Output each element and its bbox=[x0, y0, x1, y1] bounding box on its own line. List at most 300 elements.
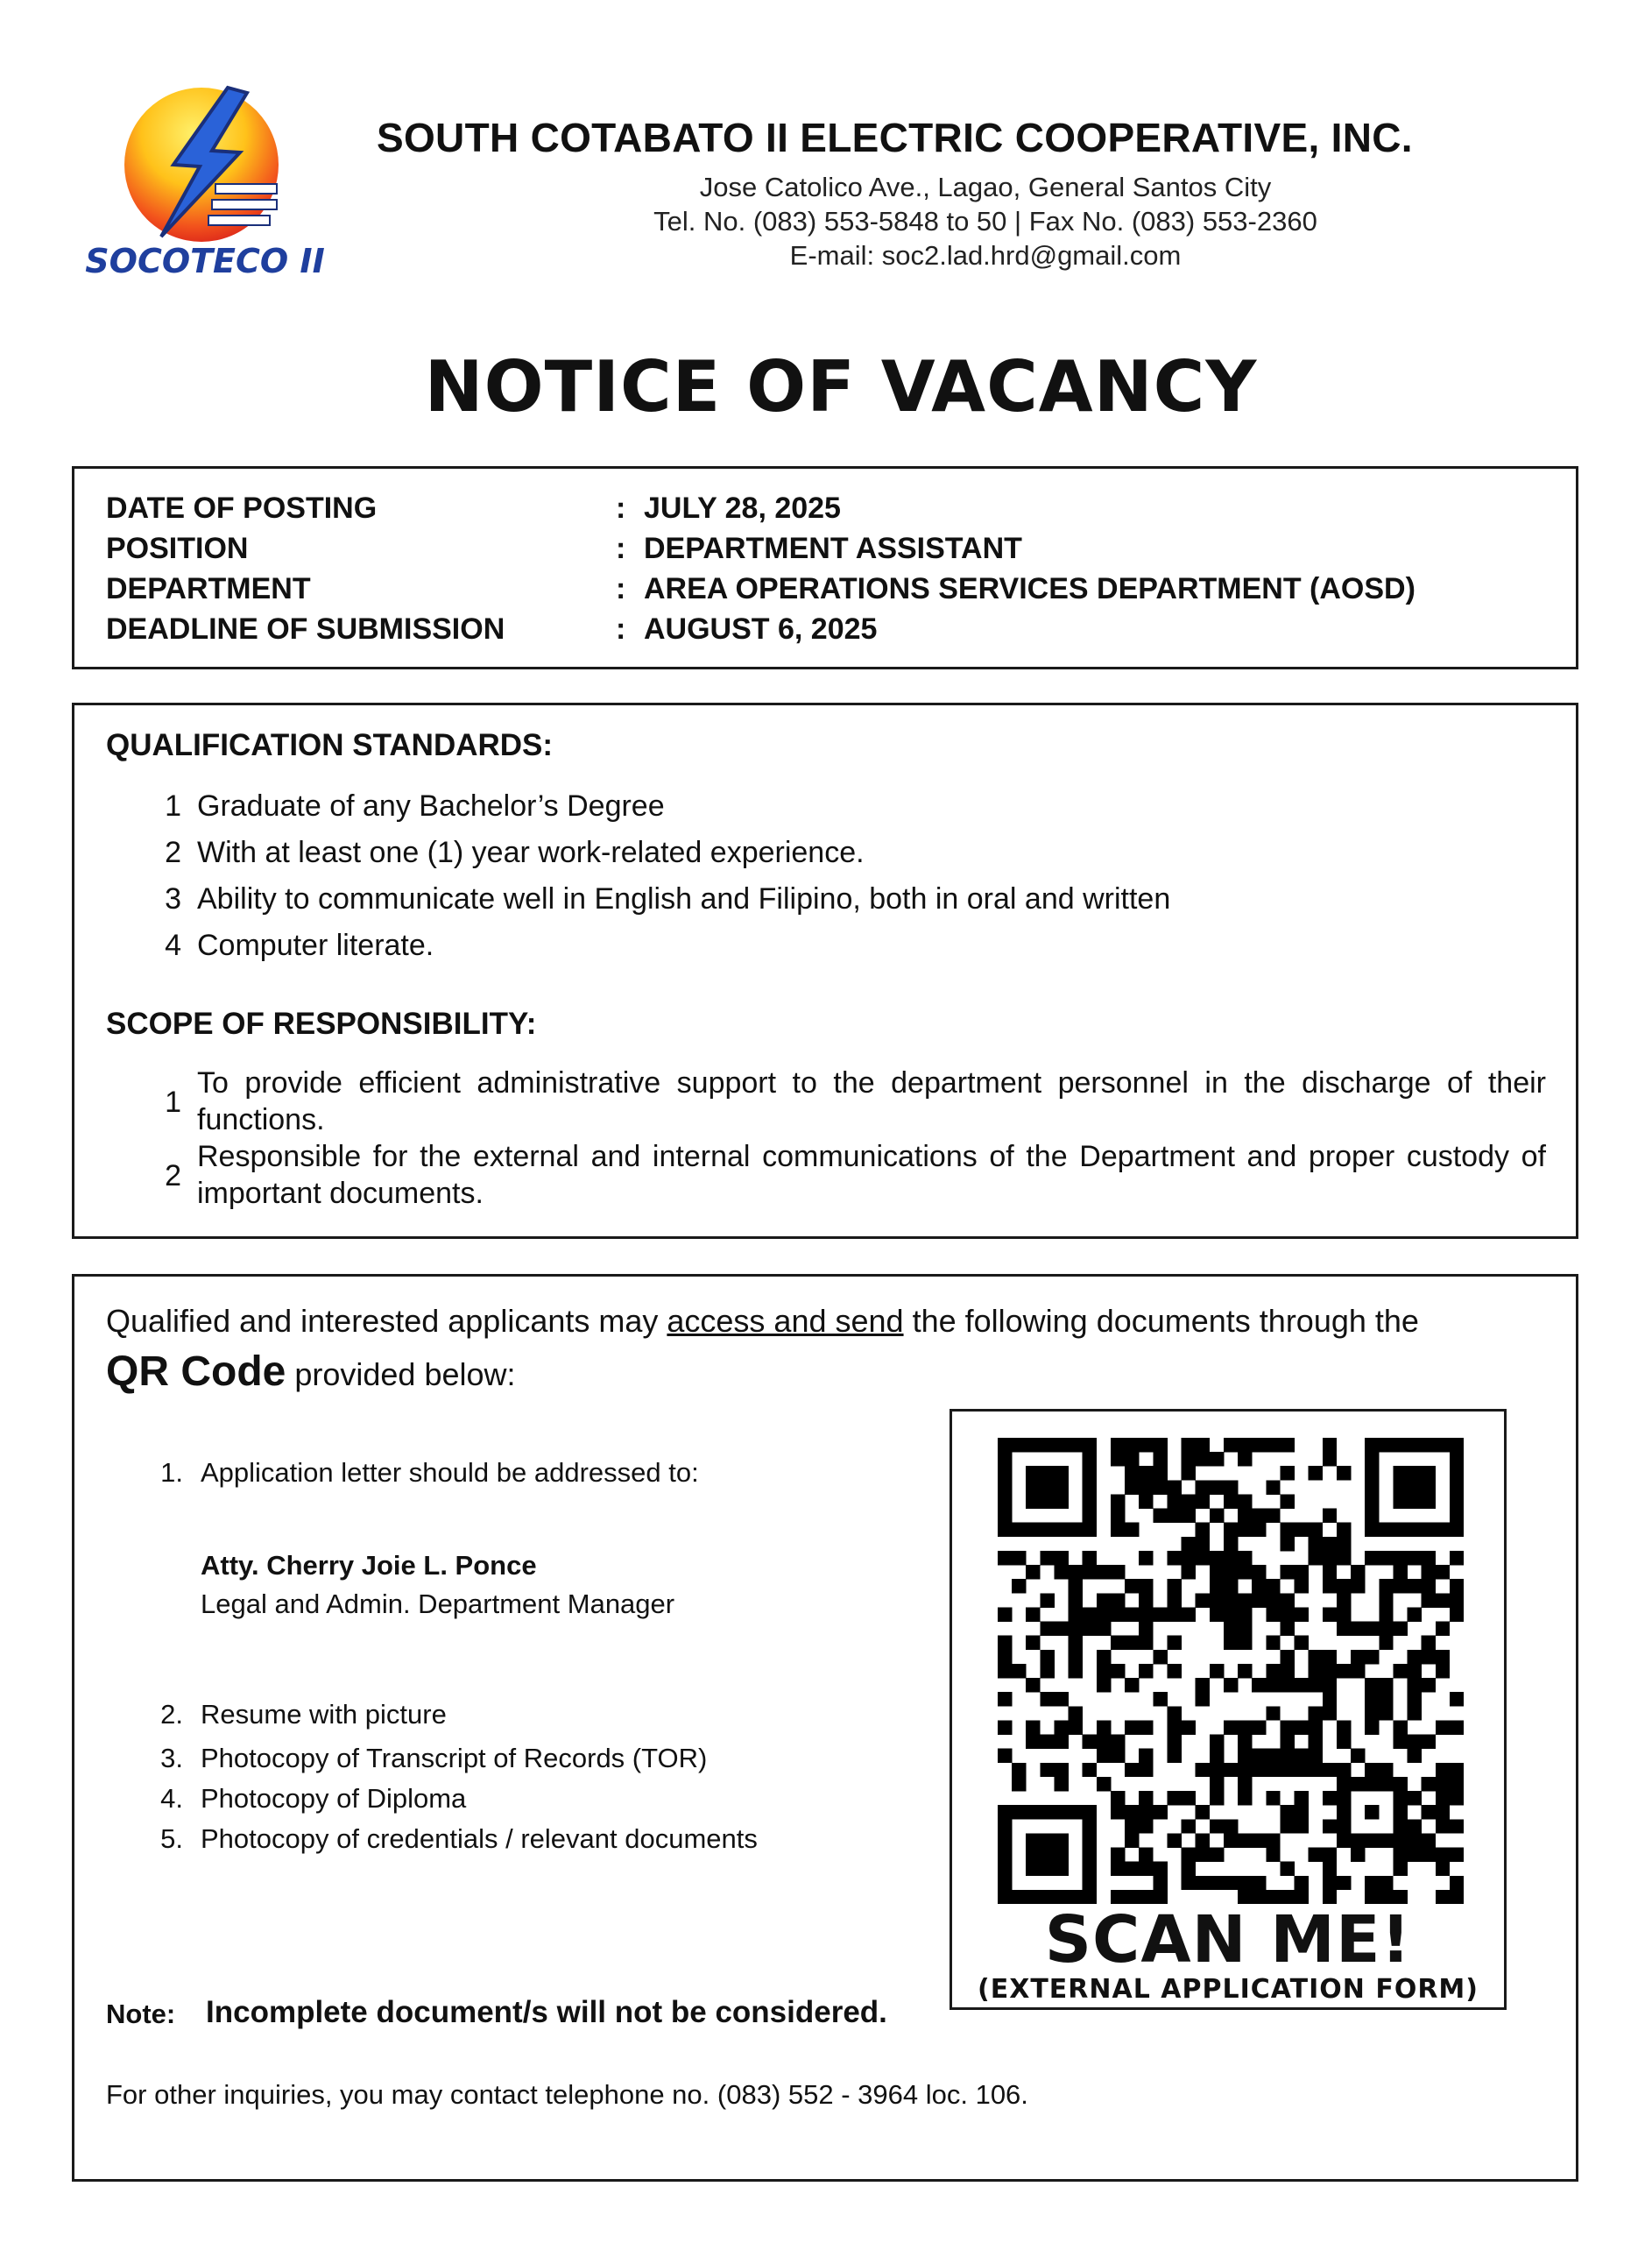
qr-module bbox=[1337, 1622, 1351, 1636]
qr-module bbox=[1295, 1819, 1309, 1833]
qr-module bbox=[1054, 1523, 1068, 1537]
qr-module bbox=[1026, 1565, 1040, 1579]
qr-module bbox=[1083, 1833, 1097, 1847]
info-label: DEADLINE OF SUBMISSION bbox=[106, 612, 505, 646]
qr-module bbox=[1337, 1735, 1351, 1749]
qr-module bbox=[1026, 1720, 1040, 1734]
qr-module bbox=[1069, 1720, 1083, 1734]
qr-module bbox=[1436, 1819, 1450, 1833]
qr-module bbox=[1182, 1509, 1196, 1523]
qr-module bbox=[1069, 1523, 1083, 1537]
qr-module bbox=[1323, 1819, 1337, 1833]
qr-module bbox=[1167, 1636, 1181, 1650]
organization-email: E-mail: soc2.lad.hrd@gmail.com bbox=[789, 240, 1182, 271]
qr-module bbox=[1323, 1692, 1337, 1706]
qr-module bbox=[1210, 1579, 1224, 1593]
qr-module bbox=[1252, 1678, 1266, 1692]
qr-module bbox=[1125, 1607, 1139, 1621]
qr-module bbox=[1309, 1749, 1323, 1763]
info-colon: : bbox=[616, 532, 626, 565]
qr-module bbox=[1280, 1607, 1294, 1621]
qr-module bbox=[1422, 1565, 1436, 1579]
qr-module bbox=[1040, 1805, 1054, 1819]
qr-module bbox=[1224, 1565, 1238, 1579]
intro-underlined-text: access and send bbox=[667, 1303, 904, 1339]
qr-module bbox=[1083, 1862, 1097, 1876]
qr-module bbox=[1196, 1876, 1210, 1890]
qr-module bbox=[1224, 1494, 1238, 1508]
qr-module bbox=[1224, 1678, 1238, 1692]
intro-text: the following documents through the bbox=[903, 1303, 1419, 1339]
qr-module bbox=[998, 1466, 1012, 1480]
qr-module bbox=[1182, 1848, 1196, 1862]
qr-module bbox=[1139, 1593, 1153, 1607]
qr-module bbox=[1026, 1735, 1040, 1749]
qr-module bbox=[1365, 1720, 1379, 1734]
qr-module bbox=[1393, 1819, 1407, 1833]
item-text: Photocopy of credentials / relevant documents bbox=[201, 1823, 758, 1854]
qr-module bbox=[1408, 1664, 1422, 1678]
qr-module bbox=[1266, 1791, 1280, 1805]
qr-module bbox=[1309, 1664, 1323, 1678]
qr-module bbox=[1210, 1452, 1224, 1466]
qr-module bbox=[1097, 1622, 1111, 1636]
qr-module bbox=[1083, 1876, 1097, 1890]
qr-module bbox=[1238, 1876, 1252, 1890]
qr-module bbox=[1097, 1664, 1111, 1678]
qr-module bbox=[1210, 1876, 1224, 1890]
item-text: Responsible for the external and internal communications of the Department and proper custody of important documents. bbox=[197, 1140, 1546, 1210]
qr-module bbox=[1323, 1706, 1337, 1720]
qr-module bbox=[1422, 1438, 1436, 1452]
qr-module bbox=[1408, 1494, 1422, 1508]
qr-module bbox=[1266, 1636, 1280, 1650]
qr-module bbox=[1365, 1876, 1379, 1890]
qr-module bbox=[1309, 1720, 1323, 1734]
qr-module bbox=[1422, 1735, 1436, 1749]
qr-module bbox=[998, 1452, 1012, 1466]
qr-module bbox=[1337, 1833, 1351, 1847]
qr-module bbox=[1097, 1777, 1111, 1791]
qr-module bbox=[1054, 1480, 1068, 1494]
qr-module bbox=[1280, 1650, 1294, 1664]
item-number: 1 bbox=[165, 789, 181, 823]
qr-module bbox=[1280, 1735, 1294, 1749]
qr-module bbox=[1422, 1636, 1436, 1650]
qr-module bbox=[998, 1551, 1012, 1565]
qr-module bbox=[1026, 1833, 1040, 1847]
qr-module bbox=[1450, 1777, 1464, 1791]
qr-module bbox=[1309, 1678, 1323, 1692]
qr-module bbox=[1153, 1805, 1167, 1819]
qr-module bbox=[1224, 1819, 1238, 1833]
qr-module bbox=[1054, 1805, 1068, 1819]
qr-code-panel[interactable] bbox=[950, 1409, 1507, 2010]
qr-module bbox=[1224, 1607, 1238, 1621]
qr-module bbox=[1238, 1720, 1252, 1734]
qr-module bbox=[1365, 1452, 1379, 1466]
qr-module bbox=[998, 1523, 1012, 1537]
qr-module bbox=[1436, 1622, 1450, 1636]
qr-module bbox=[1083, 1466, 1097, 1480]
qr-module bbox=[1252, 1509, 1266, 1523]
qr-module bbox=[1069, 1650, 1083, 1664]
qr-module bbox=[998, 1664, 1012, 1678]
qr-module bbox=[998, 1692, 1012, 1706]
qr-module bbox=[1422, 1593, 1436, 1607]
qr-module bbox=[1125, 1862, 1139, 1876]
qr-module bbox=[1365, 1466, 1379, 1480]
qr-module bbox=[1323, 1607, 1337, 1621]
qr-module bbox=[1280, 1720, 1294, 1734]
qr-module bbox=[1012, 1777, 1026, 1791]
qr-module bbox=[1069, 1565, 1083, 1579]
qr-module bbox=[1125, 1466, 1139, 1480]
qr-module bbox=[1167, 1480, 1181, 1494]
info-colon: : bbox=[616, 492, 626, 525]
qr-module bbox=[1393, 1466, 1407, 1480]
qr-module bbox=[1379, 1579, 1393, 1593]
qr-module bbox=[1125, 1579, 1139, 1593]
qr-module bbox=[1379, 1706, 1393, 1720]
qr-module bbox=[1069, 1664, 1083, 1678]
qr-module bbox=[1238, 1565, 1252, 1579]
qr-module bbox=[1026, 1805, 1040, 1819]
qr-module bbox=[1436, 1862, 1450, 1876]
qr-module bbox=[1125, 1833, 1139, 1847]
qr-module bbox=[998, 1636, 1012, 1650]
qr-module bbox=[1097, 1565, 1111, 1579]
qr-module bbox=[1083, 1819, 1097, 1833]
qr-module bbox=[1097, 1678, 1111, 1692]
qr-module bbox=[1026, 1494, 1040, 1508]
qr-module bbox=[1097, 1735, 1111, 1749]
qr-module bbox=[1238, 1749, 1252, 1763]
qr-module bbox=[1379, 1551, 1393, 1565]
qr-module bbox=[1450, 1876, 1464, 1890]
qr-module bbox=[1167, 1509, 1181, 1523]
qr-module bbox=[1040, 1622, 1054, 1636]
qr-module bbox=[1295, 1607, 1309, 1621]
qr-module bbox=[1337, 1537, 1351, 1551]
item-text: Application letter should be addressed to: bbox=[201, 1457, 699, 1488]
item-text: With at least one (1) year work-related experience. bbox=[197, 836, 865, 869]
qr-module bbox=[1040, 1466, 1054, 1480]
qr-module bbox=[1280, 1763, 1294, 1777]
qr-module bbox=[1111, 1438, 1125, 1452]
qr-module bbox=[1280, 1664, 1294, 1678]
qr-module bbox=[1351, 1749, 1365, 1763]
qr-module bbox=[1238, 1509, 1252, 1523]
qr-module bbox=[1069, 1805, 1083, 1819]
qr-module bbox=[1069, 1593, 1083, 1607]
qr-module bbox=[1026, 1862, 1040, 1876]
qr-module bbox=[1083, 1622, 1097, 1636]
qr-module bbox=[1323, 1650, 1337, 1664]
qr-module bbox=[1323, 1664, 1337, 1678]
qr-module bbox=[1111, 1494, 1125, 1508]
qr-module bbox=[1450, 1523, 1464, 1537]
qr-module bbox=[1238, 1833, 1252, 1847]
qr-module bbox=[1337, 1551, 1351, 1565]
qr-module bbox=[1224, 1763, 1238, 1777]
qr-module bbox=[1111, 1791, 1125, 1805]
qr-module bbox=[1069, 1706, 1083, 1720]
qr-module bbox=[1238, 1494, 1252, 1508]
qr-module bbox=[1238, 1636, 1252, 1650]
qr-module bbox=[1450, 1494, 1464, 1508]
note-label: Note: bbox=[106, 1999, 176, 2029]
qr-module bbox=[1111, 1452, 1125, 1466]
qr-module bbox=[1012, 1523, 1026, 1537]
qr-module bbox=[1266, 1438, 1280, 1452]
qr-module bbox=[1196, 1551, 1210, 1565]
qr-module bbox=[1111, 1749, 1125, 1763]
item-number: 2. bbox=[160, 1699, 183, 1730]
qr-module bbox=[1408, 1692, 1422, 1706]
qr-module bbox=[1012, 1438, 1026, 1452]
qr-module bbox=[1182, 1452, 1196, 1466]
qr-module bbox=[1323, 1565, 1337, 1579]
qr-module bbox=[1379, 1523, 1393, 1537]
qr-module bbox=[1238, 1777, 1252, 1791]
qr-module bbox=[1026, 1678, 1040, 1692]
qr-module bbox=[1337, 1791, 1351, 1805]
qr-module bbox=[1153, 1509, 1167, 1523]
qr-module bbox=[1083, 1438, 1097, 1452]
info-value: DEPARTMENT ASSISTANT bbox=[644, 532, 1022, 565]
qr-module bbox=[1196, 1494, 1210, 1508]
qr-module bbox=[1393, 1833, 1407, 1847]
qr-module bbox=[1040, 1551, 1054, 1565]
info-value: JULY 28, 2025 bbox=[644, 492, 841, 525]
qr-module bbox=[1054, 1763, 1068, 1777]
qr-module bbox=[1280, 1565, 1294, 1579]
qr-module bbox=[1125, 1452, 1139, 1466]
qr-module bbox=[1238, 1607, 1252, 1621]
qr-module bbox=[1280, 1466, 1294, 1480]
qr-module bbox=[1040, 1763, 1054, 1777]
qr-module bbox=[1167, 1749, 1181, 1763]
qr-module bbox=[1266, 1509, 1280, 1523]
qr-module bbox=[1323, 1537, 1337, 1551]
qr-module bbox=[1111, 1735, 1125, 1749]
qr-module bbox=[1266, 1749, 1280, 1763]
qr-module bbox=[1210, 1848, 1224, 1862]
qr-module bbox=[1280, 1862, 1294, 1876]
qr-module bbox=[1054, 1735, 1068, 1749]
qr-module bbox=[998, 1509, 1012, 1523]
qr-module bbox=[1040, 1735, 1054, 1749]
qr-module bbox=[1139, 1494, 1153, 1508]
qr-module bbox=[1393, 1848, 1407, 1862]
qr-module bbox=[1040, 1833, 1054, 1847]
info-label: POSITION bbox=[106, 532, 249, 565]
qr-module bbox=[1097, 1593, 1111, 1607]
qr-module bbox=[1182, 1466, 1196, 1480]
qr-module bbox=[1111, 1509, 1125, 1523]
qr-module bbox=[1224, 1480, 1238, 1494]
qr-module bbox=[1337, 1876, 1351, 1890]
qr-module bbox=[1295, 1720, 1309, 1734]
qr-module bbox=[1408, 1650, 1422, 1664]
qr-module bbox=[1365, 1777, 1379, 1791]
application-intro bbox=[106, 1296, 1560, 1400]
qr-module bbox=[1365, 1438, 1379, 1452]
qr-module bbox=[1083, 1480, 1097, 1494]
organization-name: SOUTH COTABATO II ELECTRIC COOPERATIVE, INC. bbox=[377, 115, 1413, 160]
qr-module bbox=[1436, 1720, 1450, 1734]
item-number: 1 bbox=[165, 1086, 181, 1119]
company-logo bbox=[68, 81, 340, 282]
qr-module bbox=[1054, 1438, 1068, 1452]
qr-module bbox=[1054, 1494, 1068, 1508]
qr-module bbox=[1238, 1593, 1252, 1607]
qr-module bbox=[1450, 1551, 1464, 1565]
qr-module bbox=[1351, 1833, 1365, 1847]
qr-module bbox=[1280, 1494, 1294, 1508]
qr-module bbox=[1210, 1777, 1224, 1791]
qr-module bbox=[1083, 1607, 1097, 1621]
qr-module bbox=[1125, 1819, 1139, 1833]
qr-module bbox=[1153, 1607, 1167, 1621]
qr-module bbox=[1365, 1678, 1379, 1692]
qr-module bbox=[998, 1805, 1012, 1819]
qr-module bbox=[1210, 1735, 1224, 1749]
qr-module bbox=[1054, 1777, 1068, 1791]
qr-module bbox=[1083, 1523, 1097, 1537]
qr-module bbox=[1125, 1678, 1139, 1692]
qr-module bbox=[1153, 1650, 1167, 1664]
qr-module bbox=[1422, 1777, 1436, 1791]
qr-module bbox=[1365, 1650, 1379, 1664]
qr-module bbox=[1224, 1579, 1238, 1593]
qr-module bbox=[1379, 1636, 1393, 1650]
addressee-title: Legal and Admin. Department Manager bbox=[201, 1588, 675, 1619]
qr-module bbox=[1111, 1593, 1125, 1607]
item-text: Graduate of any Bachelor’s Degree bbox=[197, 789, 665, 823]
qr-module bbox=[1252, 1523, 1266, 1537]
qr-module bbox=[1337, 1523, 1351, 1537]
qr-module bbox=[1280, 1523, 1294, 1537]
item-number: 3 bbox=[165, 882, 181, 916]
qr-module bbox=[1012, 1805, 1026, 1819]
qr-module bbox=[1408, 1791, 1422, 1805]
qr-module bbox=[1365, 1763, 1379, 1777]
qr-module bbox=[1153, 1862, 1167, 1876]
qr-module bbox=[1337, 1777, 1351, 1791]
qr-module bbox=[1323, 1876, 1337, 1890]
qr-module bbox=[998, 1749, 1012, 1763]
item-number: 1. bbox=[160, 1457, 183, 1488]
qr-module bbox=[1379, 1607, 1393, 1621]
qr-module bbox=[1252, 1565, 1266, 1579]
qr-module bbox=[1450, 1466, 1464, 1480]
logo-wordmark: SOCOTECO II bbox=[85, 242, 325, 280]
qr-module bbox=[1040, 1862, 1054, 1876]
qr-module bbox=[1422, 1678, 1436, 1692]
qr-module bbox=[1153, 1438, 1167, 1452]
qr-module bbox=[1040, 1848, 1054, 1862]
item-text: Ability to communicate well in English and Filipino, both in oral and written bbox=[197, 882, 1171, 916]
qr-module bbox=[1379, 1777, 1393, 1791]
qr-module bbox=[1125, 1438, 1139, 1452]
item-number: 5. bbox=[160, 1823, 183, 1854]
qr-module bbox=[1054, 1833, 1068, 1847]
qr-module bbox=[1054, 1466, 1068, 1480]
qr-module bbox=[1422, 1494, 1436, 1508]
qualifications-box bbox=[72, 703, 1578, 1239]
qr-module bbox=[1012, 1579, 1026, 1593]
qr-module bbox=[1182, 1862, 1196, 1876]
qr-module bbox=[1125, 1763, 1139, 1777]
info-label: DATE OF POSTING bbox=[106, 492, 378, 525]
qr-module bbox=[1266, 1848, 1280, 1862]
qr-module bbox=[1083, 1565, 1097, 1579]
qr-module bbox=[1309, 1848, 1323, 1862]
qr-module bbox=[1408, 1848, 1422, 1862]
qr-module bbox=[1295, 1805, 1309, 1819]
qr-module bbox=[1280, 1438, 1294, 1452]
qr-module bbox=[1266, 1678, 1280, 1692]
qr-module bbox=[1295, 1579, 1309, 1593]
qr-module bbox=[1295, 1763, 1309, 1777]
item-text: Photocopy of Transcript of Records (TOR) bbox=[201, 1743, 708, 1773]
qr-module bbox=[1054, 1622, 1068, 1636]
qr-module bbox=[1266, 1706, 1280, 1720]
qr-code-label: QR Code bbox=[106, 1348, 286, 1395]
qr-module bbox=[1139, 1579, 1153, 1593]
qr-module bbox=[1139, 1763, 1153, 1777]
qr-module bbox=[1393, 1565, 1407, 1579]
qr-module bbox=[1210, 1819, 1224, 1833]
qr-module bbox=[998, 1833, 1012, 1847]
qr-module bbox=[1182, 1551, 1196, 1565]
qr-module bbox=[1238, 1664, 1252, 1678]
qr-module bbox=[1323, 1678, 1337, 1692]
qr-module bbox=[1097, 1607, 1111, 1621]
qr-module bbox=[1069, 1579, 1083, 1593]
qr-module bbox=[1436, 1848, 1450, 1862]
qr-module bbox=[1393, 1791, 1407, 1805]
qr-module bbox=[1224, 1523, 1238, 1537]
qr-module bbox=[1182, 1494, 1196, 1508]
qr-module bbox=[1252, 1579, 1266, 1593]
item-number: 2 bbox=[165, 836, 181, 869]
item-text: Photocopy of Diploma bbox=[201, 1783, 467, 1814]
item-text: Computer literate. bbox=[197, 929, 434, 962]
qr-module bbox=[1422, 1480, 1436, 1494]
qr-module bbox=[1153, 1692, 1167, 1706]
qr-module bbox=[1365, 1706, 1379, 1720]
qr-module bbox=[1026, 1438, 1040, 1452]
qr-module bbox=[1139, 1438, 1153, 1452]
qr-module bbox=[1422, 1833, 1436, 1847]
qr-module bbox=[998, 1848, 1012, 1862]
qr-module bbox=[1167, 1735, 1181, 1749]
qr-module bbox=[998, 1438, 1012, 1452]
qr-module bbox=[1309, 1735, 1323, 1749]
qr-module bbox=[1365, 1509, 1379, 1523]
qr-module bbox=[1238, 1452, 1252, 1466]
qr-module bbox=[1323, 1791, 1337, 1805]
qr-module bbox=[1167, 1706, 1181, 1720]
qr-module bbox=[1323, 1848, 1337, 1862]
qr-module bbox=[1266, 1579, 1280, 1593]
qr-module bbox=[1210, 1763, 1224, 1777]
qr-code-icon[interactable] bbox=[998, 1438, 1464, 1904]
qr-module bbox=[1365, 1805, 1379, 1819]
